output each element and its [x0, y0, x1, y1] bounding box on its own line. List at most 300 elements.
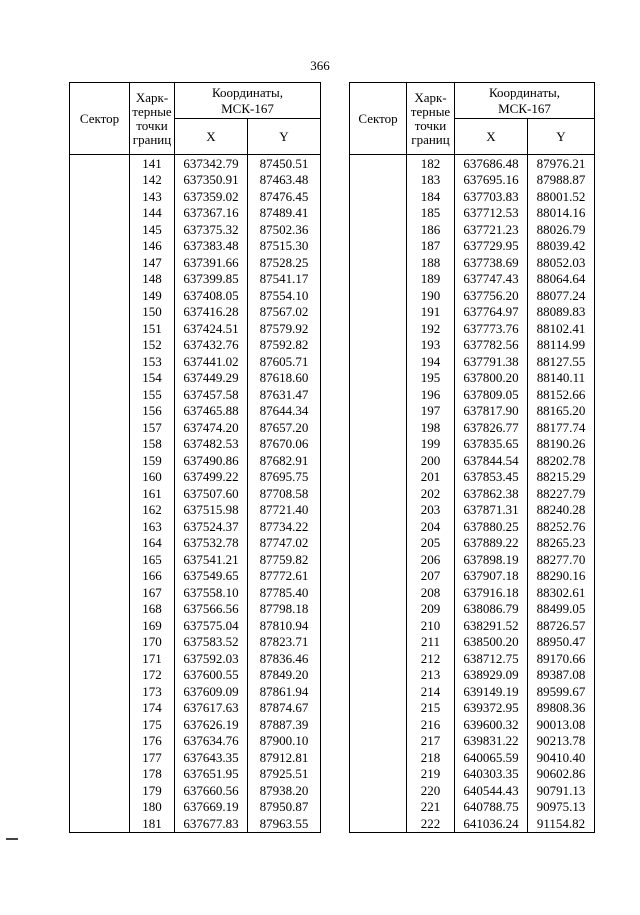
x-cell: 637773.76 [455, 320, 528, 337]
sector-cell [350, 700, 407, 717]
y-cell: 88014.16 [528, 205, 595, 222]
table-row [70, 766, 321, 783]
x-cell: 637482.53 [175, 436, 248, 453]
point-number-cell: 184 [407, 188, 455, 205]
sector-cell [70, 452, 130, 469]
x-cell: 637826.77 [455, 419, 528, 436]
table-row [350, 733, 595, 750]
y-cell: 87489.41 [248, 205, 321, 222]
y-cell: 87836.46 [248, 650, 321, 667]
sector-cell [70, 766, 130, 783]
x-cell: 637835.65 [455, 436, 528, 453]
sector-cell [70, 403, 130, 420]
sector-cell [70, 419, 130, 436]
x-cell: 637898.19 [455, 551, 528, 568]
table-row [350, 782, 595, 799]
point-number-cell: 186 [407, 221, 455, 238]
table-row [350, 386, 595, 403]
y-cell: 87963.55 [248, 815, 321, 832]
table-row [350, 601, 595, 618]
sector-cell [70, 386, 130, 403]
sector-cell [350, 238, 407, 255]
sector-cell [350, 716, 407, 733]
table-row [350, 188, 595, 205]
x-header: X [455, 119, 528, 155]
table-row [70, 320, 321, 337]
sector-cell [350, 766, 407, 783]
point-number-cell: 206 [407, 551, 455, 568]
y-cell: 87734.22 [248, 518, 321, 535]
point-number-cell: 163 [130, 518, 175, 535]
sector-cell [70, 535, 130, 552]
y-cell: 87938.20 [248, 782, 321, 799]
point-number-cell: 220 [407, 782, 455, 799]
y-cell: 88114.99 [528, 337, 595, 354]
table-row [70, 469, 321, 486]
x-cell: 637617.63 [175, 700, 248, 717]
table-row [350, 320, 595, 337]
point-number-cell: 200 [407, 452, 455, 469]
table-row [70, 749, 321, 766]
sector-cell [350, 650, 407, 667]
point-number-cell: 198 [407, 419, 455, 436]
y-cell: 87592.82 [248, 337, 321, 354]
x-cell: 637889.22 [455, 535, 528, 552]
y-header: Y [528, 119, 595, 155]
point-number-cell: 164 [130, 535, 175, 552]
x-cell: 637524.37 [175, 518, 248, 535]
x-cell: 637383.48 [175, 238, 248, 255]
y-cell: 87644.34 [248, 403, 321, 420]
x-cell: 637515.98 [175, 502, 248, 519]
y-cell: 88026.79 [528, 221, 595, 238]
sector-header: Сектор [70, 83, 130, 155]
x-cell: 637634.76 [175, 733, 248, 750]
sector-cell [70, 799, 130, 816]
x-cell: 640788.75 [455, 799, 528, 816]
table-row [350, 617, 595, 634]
y-cell: 87579.92 [248, 320, 321, 337]
point-number-cell: 217 [407, 733, 455, 750]
table-row [350, 254, 595, 271]
x-cell: 637367.16 [175, 205, 248, 222]
point-number-cell: 146 [130, 238, 175, 255]
x-cell: 638712.75 [455, 650, 528, 667]
point-number-cell: 167 [130, 584, 175, 601]
y-cell: 89170.66 [528, 650, 595, 667]
table-row [350, 271, 595, 288]
sector-cell [70, 337, 130, 354]
table-row [70, 403, 321, 420]
x-cell: 637862.38 [455, 485, 528, 502]
y-cell: 88039.42 [528, 238, 595, 255]
table-row [350, 353, 595, 370]
sector-cell [350, 799, 407, 816]
sector-cell [70, 518, 130, 535]
point-number-cell: 150 [130, 304, 175, 321]
sector-cell [350, 188, 407, 205]
point-number-cell: 179 [130, 782, 175, 799]
sector-cell [70, 584, 130, 601]
sector-cell [70, 205, 130, 222]
y-cell: 87772.61 [248, 568, 321, 585]
y-cell: 90791.13 [528, 782, 595, 799]
y-cell: 88152.66 [528, 386, 595, 403]
x-cell: 637474.20 [175, 419, 248, 436]
x-cell: 637416.28 [175, 304, 248, 321]
point-number-cell: 154 [130, 370, 175, 387]
sector-cell [70, 155, 130, 172]
point-number-cell: 155 [130, 386, 175, 403]
y-cell: 90213.78 [528, 733, 595, 750]
sector-cell [70, 188, 130, 205]
x-cell: 637686.48 [455, 155, 528, 172]
x-cell: 638929.09 [455, 667, 528, 684]
sector-cell [350, 469, 407, 486]
point-number-cell: 209 [407, 601, 455, 618]
point-number-cell: 182 [407, 155, 455, 172]
sector-cell [350, 667, 407, 684]
sector-cell [350, 370, 407, 387]
x-cell: 637449.29 [175, 370, 248, 387]
y-cell: 90013.08 [528, 716, 595, 733]
x-cell: 637558.10 [175, 584, 248, 601]
sector-cell [350, 518, 407, 535]
sector-cell [70, 320, 130, 337]
point-number-cell: 152 [130, 337, 175, 354]
table-row [70, 551, 321, 568]
point-number-cell: 196 [407, 386, 455, 403]
y-cell: 87502.36 [248, 221, 321, 238]
sector-cell [350, 353, 407, 370]
table-row [350, 683, 595, 700]
point-number-cell: 141 [130, 155, 175, 172]
point-number-cell: 187 [407, 238, 455, 255]
x-cell: 637660.56 [175, 782, 248, 799]
y-header: Y [248, 119, 321, 155]
sector-cell [70, 650, 130, 667]
table-row [70, 353, 321, 370]
x-cell: 641036.24 [455, 815, 528, 832]
x-cell: 638500.20 [455, 634, 528, 651]
point-number-cell: 204 [407, 518, 455, 535]
y-cell: 88140.11 [528, 370, 595, 387]
y-cell: 91154.82 [528, 815, 595, 832]
sector-cell [350, 815, 407, 832]
table-row [350, 568, 595, 585]
x-cell: 637695.16 [455, 172, 528, 189]
x-cell: 637408.05 [175, 287, 248, 304]
y-cell: 88165.20 [528, 403, 595, 420]
point-number-cell: 172 [130, 667, 175, 684]
sector-cell [350, 535, 407, 552]
sector-cell [350, 617, 407, 634]
point-number-cell: 144 [130, 205, 175, 222]
y-cell: 88240.28 [528, 502, 595, 519]
table-row [350, 221, 595, 238]
sector-cell [350, 337, 407, 354]
point-number-cell: 208 [407, 584, 455, 601]
y-cell: 88302.61 [528, 584, 595, 601]
table-row [70, 485, 321, 502]
table-row [70, 238, 321, 255]
table-row [70, 304, 321, 321]
sector-cell [70, 436, 130, 453]
point-number-cell: 165 [130, 551, 175, 568]
y-cell: 89599.67 [528, 683, 595, 700]
x-cell: 637432.76 [175, 337, 248, 354]
y-cell: 87618.60 [248, 370, 321, 387]
point-number-cell: 202 [407, 485, 455, 502]
point-number-cell: 151 [130, 320, 175, 337]
y-cell: 88177.74 [528, 419, 595, 436]
point-number-cell: 181 [130, 815, 175, 832]
table-row [350, 172, 595, 189]
point-number-cell: 176 [130, 733, 175, 750]
table-row [70, 584, 321, 601]
x-cell: 637600.55 [175, 667, 248, 684]
sector-cell [350, 733, 407, 750]
x-cell: 640065.59 [455, 749, 528, 766]
sector-cell [350, 551, 407, 568]
table-row [70, 634, 321, 651]
sector-cell [70, 551, 130, 568]
point-number-cell: 169 [130, 617, 175, 634]
table-row [70, 568, 321, 585]
point-number-cell: 189 [407, 271, 455, 288]
point-number-cell: 219 [407, 766, 455, 783]
coordinates-table-right [349, 82, 595, 833]
x-cell: 640303.35 [455, 766, 528, 783]
x-cell: 637465.88 [175, 403, 248, 420]
x-header: X [175, 119, 248, 155]
sector-cell [70, 749, 130, 766]
point-number-cell: 191 [407, 304, 455, 321]
x-cell: 639831.22 [455, 733, 528, 750]
x-cell: 637871.31 [455, 502, 528, 519]
x-cell: 637643.35 [175, 749, 248, 766]
table-row [70, 337, 321, 354]
sector-cell [70, 601, 130, 618]
x-cell: 639149.19 [455, 683, 528, 700]
x-cell: 637592.03 [175, 650, 248, 667]
sector-cell [350, 502, 407, 519]
table-row [350, 452, 595, 469]
sector-cell [70, 683, 130, 700]
y-cell: 89387.08 [528, 667, 595, 684]
coordinates-table-left [69, 82, 321, 833]
x-cell: 637342.79 [175, 155, 248, 172]
x-cell: 637424.51 [175, 320, 248, 337]
x-cell: 638086.79 [455, 601, 528, 618]
x-cell: 637809.05 [455, 386, 528, 403]
point-number-cell: 159 [130, 452, 175, 469]
point-number-cell: 195 [407, 370, 455, 387]
y-cell: 88499.05 [528, 601, 595, 618]
sector-cell [350, 287, 407, 304]
point-number-cell: 171 [130, 650, 175, 667]
point-number-cell: 197 [407, 403, 455, 420]
x-cell: 637566.56 [175, 601, 248, 618]
sector-cell [70, 485, 130, 502]
point-number-cell: 178 [130, 766, 175, 783]
y-cell: 89808.36 [528, 700, 595, 717]
sector-cell [70, 716, 130, 733]
y-cell: 87976.21 [528, 155, 595, 172]
y-cell: 87925.51 [248, 766, 321, 783]
table-row [350, 749, 595, 766]
x-cell: 637791.38 [455, 353, 528, 370]
x-cell: 637457.58 [175, 386, 248, 403]
y-cell: 90410.40 [528, 749, 595, 766]
point-number-cell: 143 [130, 188, 175, 205]
table-row [70, 436, 321, 453]
table-row [70, 502, 321, 519]
y-cell: 87476.45 [248, 188, 321, 205]
point-number-cell: 147 [130, 254, 175, 271]
y-cell: 87887.39 [248, 716, 321, 733]
x-cell: 637747.43 [455, 271, 528, 288]
x-cell: 637350.91 [175, 172, 248, 189]
sector-cell [350, 782, 407, 799]
table-row [350, 535, 595, 552]
coordinates-header: Координаты, МСК-167 [455, 83, 595, 119]
sector-cell [350, 584, 407, 601]
table-row [70, 518, 321, 535]
x-cell: 637507.60 [175, 485, 248, 502]
sector-cell [70, 353, 130, 370]
table-row [70, 815, 321, 832]
x-cell: 637626.19 [175, 716, 248, 733]
sector-cell [350, 485, 407, 502]
x-cell: 637880.25 [455, 518, 528, 535]
sector-cell [350, 221, 407, 238]
y-cell: 87657.20 [248, 419, 321, 436]
sector-cell [350, 386, 407, 403]
point-number-cell: 215 [407, 700, 455, 717]
point-number-cell: 174 [130, 700, 175, 717]
sector-cell [70, 304, 130, 321]
point-number-cell: 170 [130, 634, 175, 651]
point-number-cell: 145 [130, 221, 175, 238]
table-body [350, 155, 595, 833]
sector-cell [70, 172, 130, 189]
table-row [70, 683, 321, 700]
sector-cell [70, 502, 130, 519]
y-cell: 88277.70 [528, 551, 595, 568]
point-number-cell: 216 [407, 716, 455, 733]
table-row [70, 667, 321, 684]
sector-cell [350, 205, 407, 222]
sector-cell [350, 601, 407, 618]
point-number-cell: 194 [407, 353, 455, 370]
y-cell: 87810.94 [248, 617, 321, 634]
point-number-cell: 218 [407, 749, 455, 766]
point-number-cell: 213 [407, 667, 455, 684]
x-cell: 637532.78 [175, 535, 248, 552]
table-row [350, 287, 595, 304]
y-cell: 88215.29 [528, 469, 595, 486]
sector-cell [70, 221, 130, 238]
sector-cell [70, 667, 130, 684]
table-row [70, 254, 321, 271]
y-cell: 88102.41 [528, 320, 595, 337]
sector-cell [70, 782, 130, 799]
y-cell: 87463.48 [248, 172, 321, 189]
x-cell: 637844.54 [455, 452, 528, 469]
y-cell: 88202.78 [528, 452, 595, 469]
y-cell: 90975.13 [528, 799, 595, 816]
table-row [70, 617, 321, 634]
point-number-cell: 158 [130, 436, 175, 453]
x-cell: 637490.86 [175, 452, 248, 469]
table-row [350, 403, 595, 420]
points-header: Харк- терные точки границ [407, 83, 455, 155]
x-cell: 637729.95 [455, 238, 528, 255]
x-cell: 637359.02 [175, 188, 248, 205]
point-number-cell: 203 [407, 502, 455, 519]
table-row [350, 634, 595, 651]
y-cell: 88127.55 [528, 353, 595, 370]
table-body [70, 155, 321, 833]
y-cell: 87912.81 [248, 749, 321, 766]
sector-cell [70, 469, 130, 486]
sector-cell [350, 254, 407, 271]
table-row [70, 155, 321, 172]
y-cell: 87759.82 [248, 551, 321, 568]
table-row [70, 733, 321, 750]
table-row [350, 518, 595, 535]
sector-cell [70, 634, 130, 651]
point-number-cell: 199 [407, 436, 455, 453]
x-cell: 637764.97 [455, 304, 528, 321]
x-cell: 637499.22 [175, 469, 248, 486]
table-row [70, 419, 321, 436]
table-row [70, 650, 321, 667]
sector-cell [70, 733, 130, 750]
x-cell: 639372.95 [455, 700, 528, 717]
table-row [70, 716, 321, 733]
sector-cell [70, 700, 130, 717]
x-cell: 638291.52 [455, 617, 528, 634]
point-number-cell: 175 [130, 716, 175, 733]
y-cell: 88265.23 [528, 535, 595, 552]
point-number-cell: 162 [130, 502, 175, 519]
y-cell: 87670.06 [248, 436, 321, 453]
x-cell: 637391.66 [175, 254, 248, 271]
y-cell: 88089.83 [528, 304, 595, 321]
y-cell: 87695.75 [248, 469, 321, 486]
point-number-cell: 214 [407, 683, 455, 700]
x-cell: 637609.09 [175, 683, 248, 700]
y-cell: 87988.87 [528, 172, 595, 189]
table-row [70, 271, 321, 288]
x-cell: 637756.20 [455, 287, 528, 304]
table-row [70, 452, 321, 469]
y-cell: 87554.10 [248, 287, 321, 304]
point-number-cell: 185 [407, 205, 455, 222]
y-cell: 87785.40 [248, 584, 321, 601]
page-number: 366 [310, 58, 330, 73]
table-row [350, 766, 595, 783]
x-cell: 637399.85 [175, 271, 248, 288]
y-cell: 87631.47 [248, 386, 321, 403]
y-cell: 87823.71 [248, 634, 321, 651]
point-number-cell: 210 [407, 617, 455, 634]
sector-cell [350, 271, 407, 288]
y-cell: 87849.20 [248, 667, 321, 684]
y-cell: 87515.30 [248, 238, 321, 255]
